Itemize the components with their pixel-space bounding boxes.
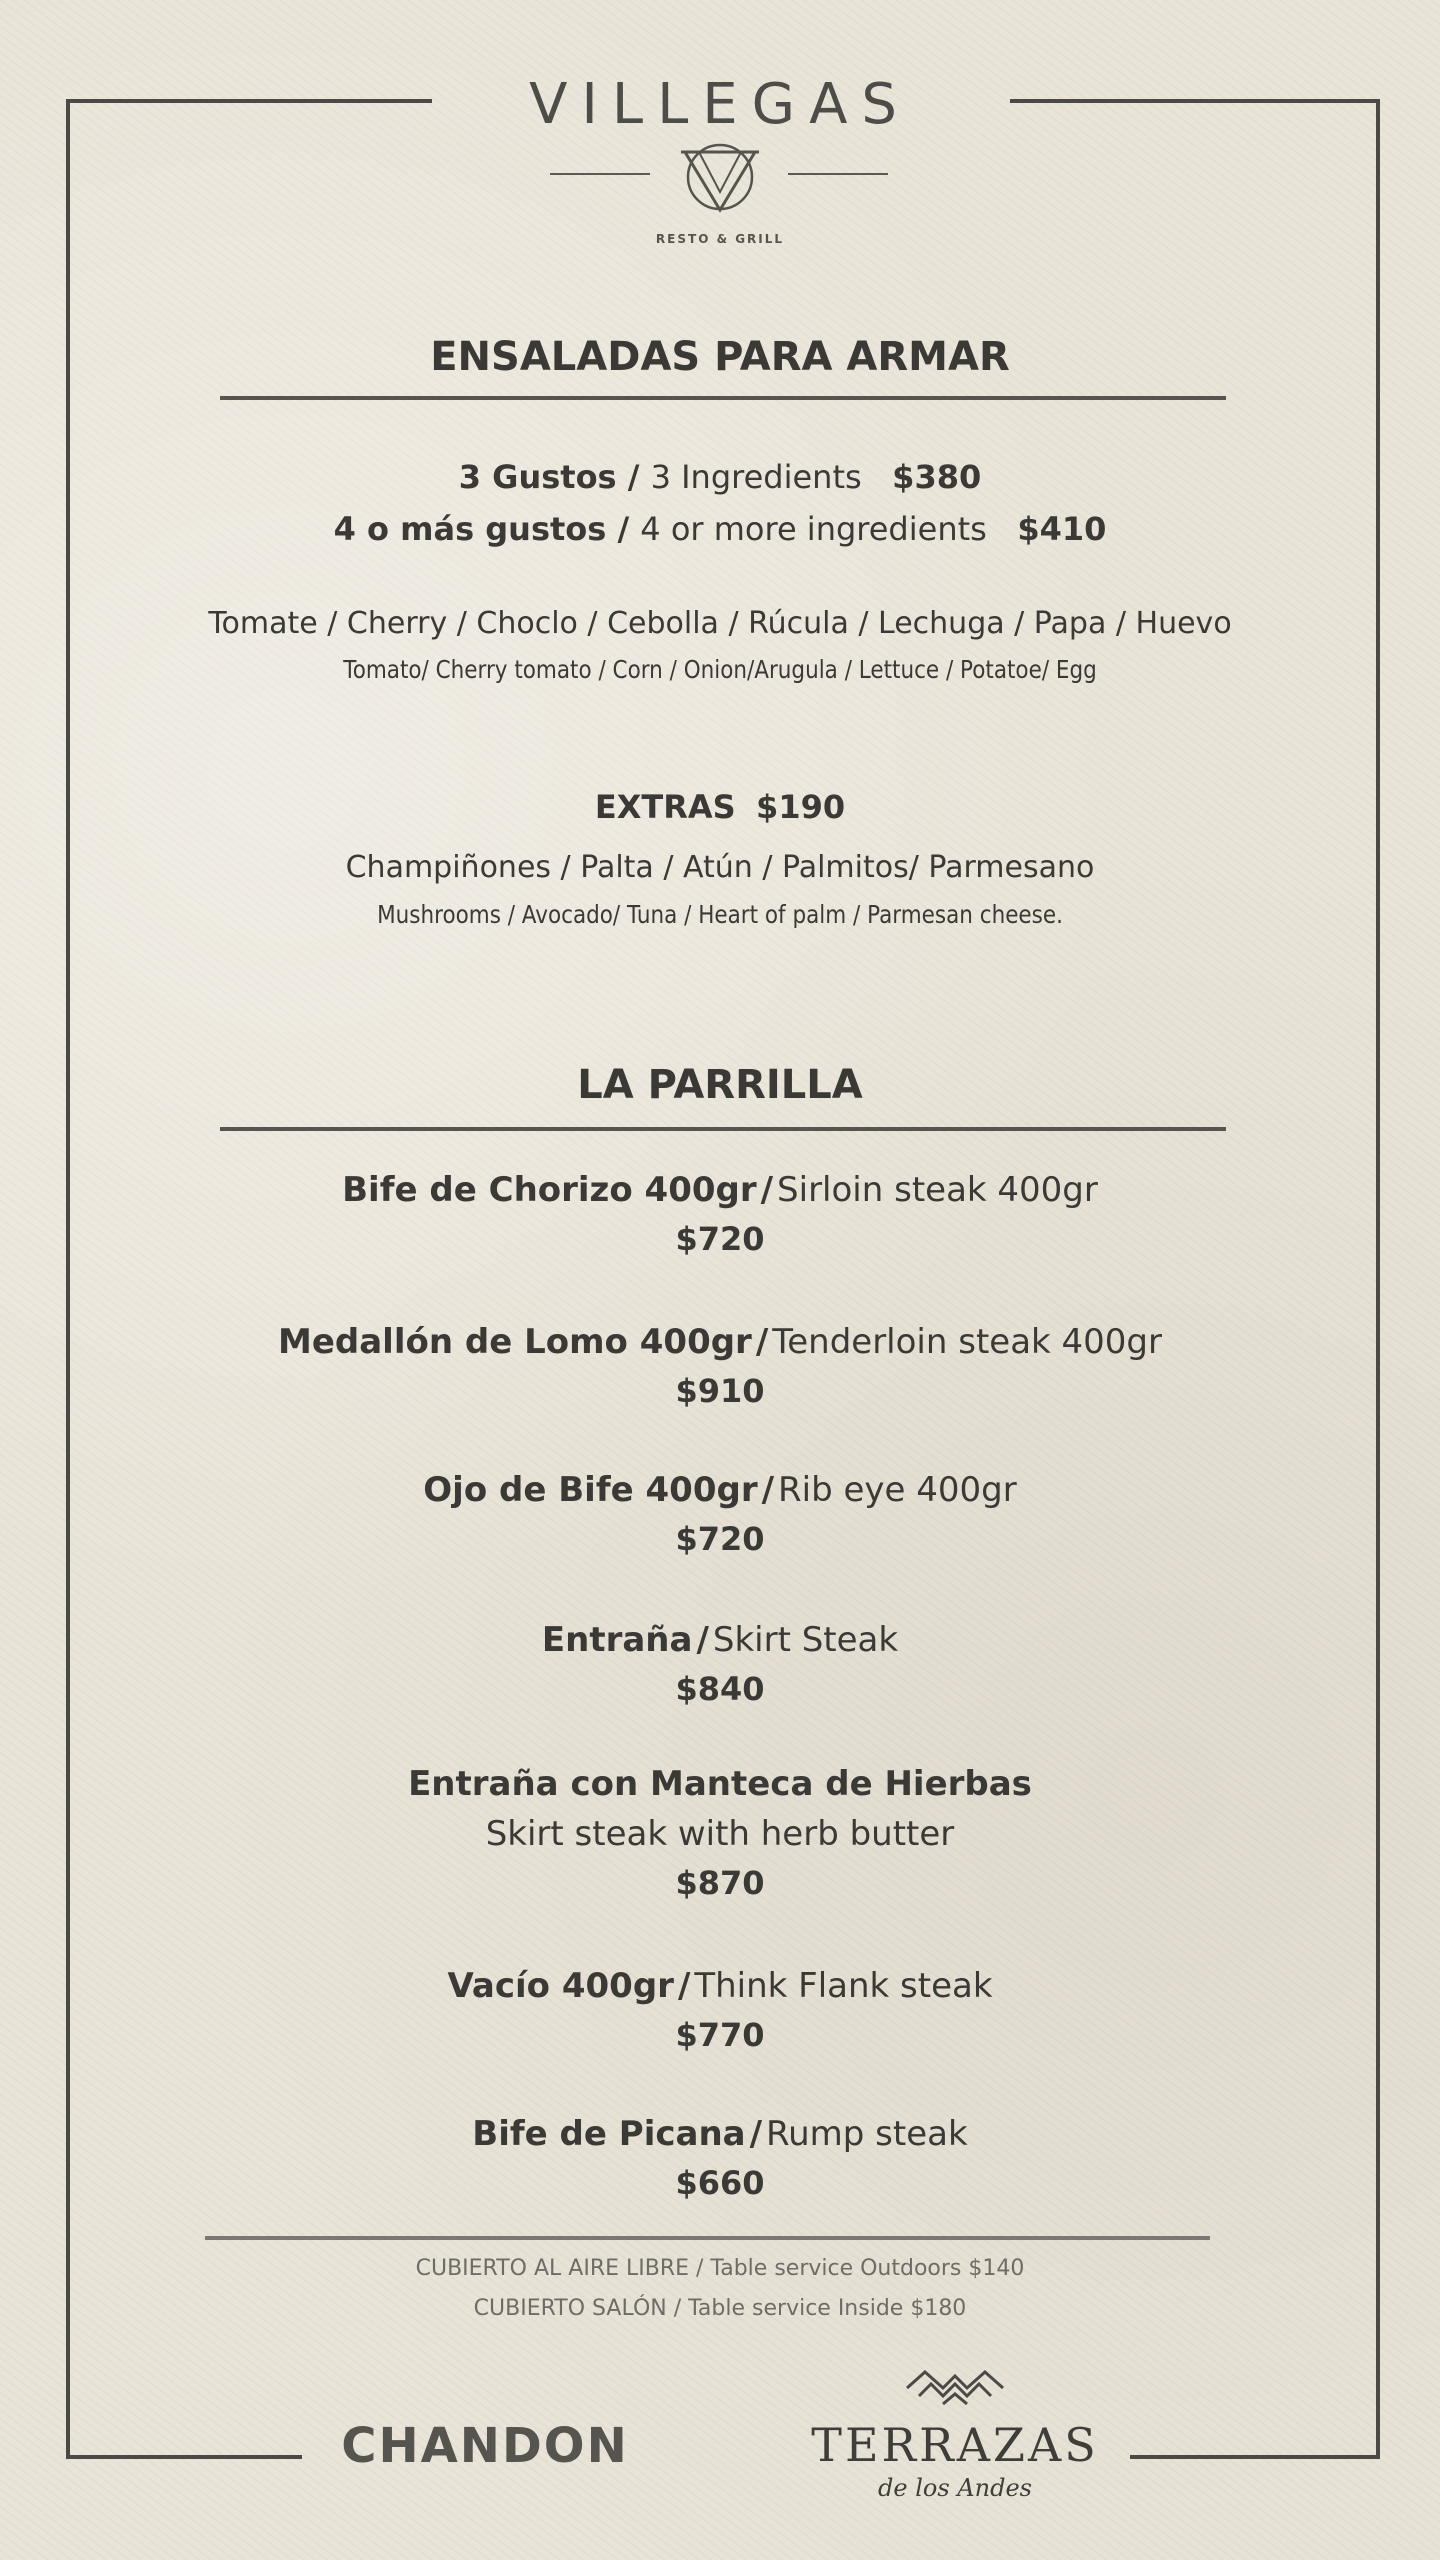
grill-item-2-sep: /	[761, 1470, 775, 1510]
logo-rule-right	[788, 173, 888, 175]
frame-right	[1376, 99, 1380, 2459]
grill-item-6-en: Rump steak	[766, 2114, 968, 2154]
frame-bottom-left	[66, 2455, 302, 2459]
grill-item-0-name	[0, 1170, 1440, 1210]
grill-item-2-price: $720	[675, 1520, 765, 1558]
grill-item-4-en: Skirt steak with herb butter	[485, 1814, 955, 1854]
footnote-outdoor-es: CUBIERTO AL AIRE LIBRE	[415, 2256, 690, 2281]
extras-header	[0, 788, 1440, 826]
salad-option-4-en: 4 or more ingredients	[640, 510, 987, 548]
section-title-grill: LA PARRILLA	[577, 1062, 863, 1108]
grill-item-4-price: $870	[675, 1864, 765, 1902]
grill-item-5-name	[0, 1966, 1440, 2006]
footnote-indoor-en: / Table service Inside $180	[673, 2296, 967, 2321]
grill-item-1-price: $910	[675, 1372, 765, 1410]
salad-option-3	[0, 458, 1440, 496]
frame-left	[66, 99, 70, 2459]
salad-option-3-price: $380	[892, 458, 982, 496]
grill-item-3-name	[0, 1620, 1440, 1660]
footnote-indoor	[0, 2296, 1440, 2321]
grill-item-0-es: Bife de Chorizo 400gr	[342, 1170, 757, 1210]
grill-item-5-en: Think Flank steak	[694, 1966, 993, 2006]
extras-price: $190	[756, 788, 846, 826]
extras-es: Champiñones / Palta / Atún / Palmitos/ Parmesano	[345, 850, 1095, 885]
terrazas-emblem-icon	[903, 2366, 1007, 2410]
brand-tagline: RESTO & GRILL	[655, 232, 785, 246]
section-rule-salads	[220, 396, 1226, 400]
brand-name: VILLEGAS	[529, 72, 911, 137]
grill-item-5-es: Vacío 400gr	[447, 1966, 674, 2006]
grill-item-2-es: Ojo de Bife 400gr	[423, 1470, 758, 1510]
grill-item-6-price: $660	[675, 2164, 765, 2202]
grill-item-6-es: Bife de Picana	[472, 2114, 746, 2154]
salad-option-3-en: 3 Ingredients	[650, 458, 862, 496]
grill-item-1-es: Medallón de Lomo 400gr	[277, 1322, 752, 1362]
grill-item-1-sep: /	[755, 1322, 769, 1362]
salad-option-4-sep: /	[606, 510, 641, 548]
grill-item-4-name-es	[0, 1764, 1440, 1804]
salad-option-3-es: 3 Gustos	[458, 458, 617, 496]
grill-item-5-sep: /	[677, 1966, 691, 2006]
salad-ingredients-en: Tomato/ Cherry tomato / Corn / Onion/Arugula / Lettuce / Potatoe/ Egg	[343, 655, 1097, 684]
salad-ingredients-es: Tomate / Cherry / Choclo / Cebolla / Rúcula / Lechuga / Papa / Huevo	[208, 606, 1232, 641]
footer-rule	[205, 2236, 1210, 2240]
salad-option-4-es: 4 o más gustos	[333, 510, 607, 548]
grill-item-6-sep: /	[749, 2114, 763, 2154]
grill-item-5-price: $770	[675, 2016, 765, 2054]
grill-item-3-price: $840	[675, 1670, 765, 1708]
grill-item-3-sep: /	[696, 1620, 709, 1660]
extras-label: EXTRAS	[594, 788, 736, 826]
grill-item-0-sep: /	[760, 1170, 774, 1210]
frame-bottom-right	[1130, 2455, 1380, 2459]
grill-item-1-en: Tenderloin steak 400gr	[772, 1322, 1162, 1362]
grill-item-4-es: Entraña con Manteca de Hierbas	[408, 1764, 1032, 1804]
grill-item-2-en: Rib eye 400gr	[778, 1470, 1017, 1510]
salad-option-4	[0, 510, 1440, 548]
section-title-salads: ENSALADAS PARA ARMAR	[430, 334, 1010, 380]
grill-item-6-name	[0, 2114, 1440, 2154]
footnote-indoor-es: CUBIERTO SALÓN	[473, 2296, 667, 2321]
grill-item-0-price: $720	[675, 1220, 765, 1258]
grill-item-3-es: Entraña	[541, 1620, 693, 1660]
footnote-outdoor-en: / Table service Outdoors $140	[696, 2256, 1025, 2281]
sponsor-chandon-logo: CHANDON	[341, 2418, 629, 2474]
footnote-outdoor	[0, 2256, 1440, 2281]
salad-option-3-sep: /	[616, 458, 651, 496]
grill-item-0-en: Sirloin steak 400gr	[777, 1170, 1098, 1210]
brand-v-logo	[679, 140, 761, 214]
grill-item-1-name	[0, 1322, 1440, 1362]
section-rule-grill	[220, 1127, 1226, 1131]
grill-item-3-en: Skirt Steak	[712, 1620, 899, 1660]
extras-en: Mushrooms / Avocado/ Tuna / Heart of palm / Parmesan cheese.	[377, 900, 1063, 929]
grill-item-2-name	[0, 1470, 1440, 1510]
salad-option-4-price: $410	[1017, 510, 1107, 548]
sponsor-terrazas-logo: TERRAZAS	[811, 2418, 1099, 2472]
sponsor-terrazas-subtitle: de los Andes	[878, 2474, 1032, 2502]
logo-rule-left	[550, 173, 650, 175]
